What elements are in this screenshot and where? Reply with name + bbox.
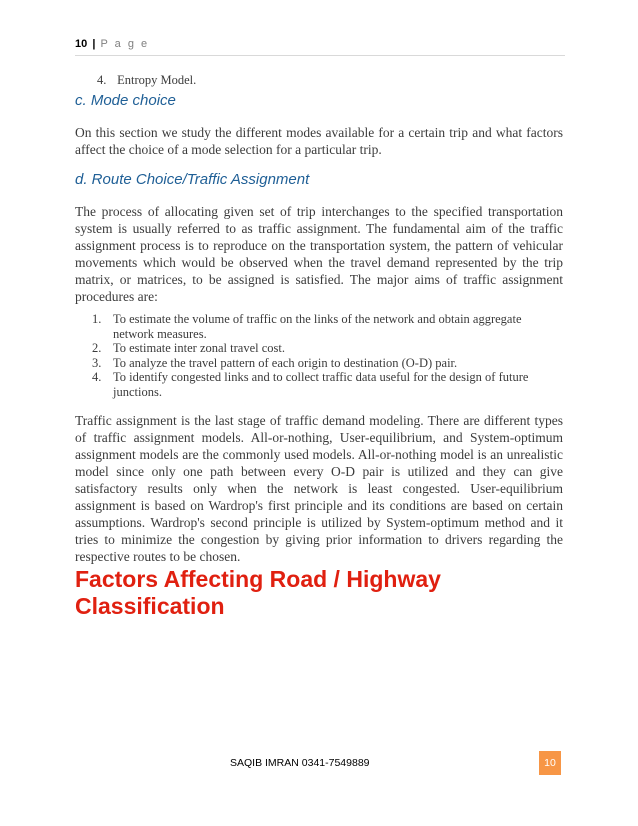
- list-item: [92, 312, 552, 341]
- list-item-text: Entropy Model.: [117, 73, 197, 87]
- list-item: [92, 370, 552, 399]
- paragraph-traffic-assignment: Traffic assignment is the last stage of traffic demand modeling. There are different types of traffic assignment models. All-or-nothing, User-equilibrium, and System-optimum assignment models are the commonly used models. All-or-nothing model is an unrealistic model since only one path between every O-D pair is utilized and they can give satisfactory results only when the network is least congested. User-equilibrium assignment is based on Wardrop's first principle and its conditions are based on certain assumptions. Wardrop's second principle is utilized by System-optimum method and it tries to minimize the congestion by giving prior information to drivers regarding the respective routes to be chosen.: [75, 413, 563, 564]
- list-item-text: To estimate the volume of traffic on the links of the network and obtain aggregate network measures.: [113, 312, 522, 341]
- footer-author: SAQIB IMRAN 0341-7549889: [230, 757, 370, 769]
- header-page-number: 10: [75, 38, 88, 50]
- page-header: [75, 38, 565, 50]
- list-item-text: To identify congested links and to collect traffic data useful for the design of future junctions.: [113, 370, 529, 399]
- list-item-entropy-model: [97, 73, 196, 88]
- traffic-assignment-aims-list: [92, 312, 552, 399]
- heading-mode-choice: c. Mode choice: [75, 92, 176, 109]
- paragraph-route-choice: The process of allocating given set of trip interchanges to the specified transportation system is usually referred to as traffic assignment. The fundamental aim of the traffic assignment process is to reproduce on the transportation system, the pattern of vehicular movements which would be observed when the travel demand represented by the trip matrix, or matrices, to be assigned is satisfied. The major aims of traffic assignment procedures are:: [75, 204, 563, 304]
- list-item-number: 3.: [92, 355, 102, 370]
- footer-page-number: 10: [539, 751, 561, 775]
- list-item-number: 2.: [92, 341, 102, 355]
- heading-factors-affecting-classification: Factors Affecting Road / Highway Classification: [75, 566, 441, 619]
- heading-route-choice: d. Route Choice/Traffic Assignment: [75, 171, 310, 188]
- list-item: [92, 341, 552, 356]
- list-item-number: 1.: [92, 312, 102, 326]
- list-item: [92, 356, 552, 371]
- header-separator: |: [92, 38, 96, 50]
- list-item-number: 4.: [97, 73, 107, 87]
- header-divider: [75, 55, 565, 56]
- list-item-text: To estimate inter zonal travel cost.: [113, 341, 285, 355]
- list-item-number: 4.: [92, 370, 102, 384]
- list-item-text: To analyze the travel pattern of each origin to destination (O-D) pair.: [113, 355, 458, 370]
- paragraph-mode-choice: On this section we study the different modes available for a certain trip and what factors affect the choice of a mode selection for a particular trip.: [75, 125, 563, 157]
- header-page-label: P a g e: [100, 38, 150, 50]
